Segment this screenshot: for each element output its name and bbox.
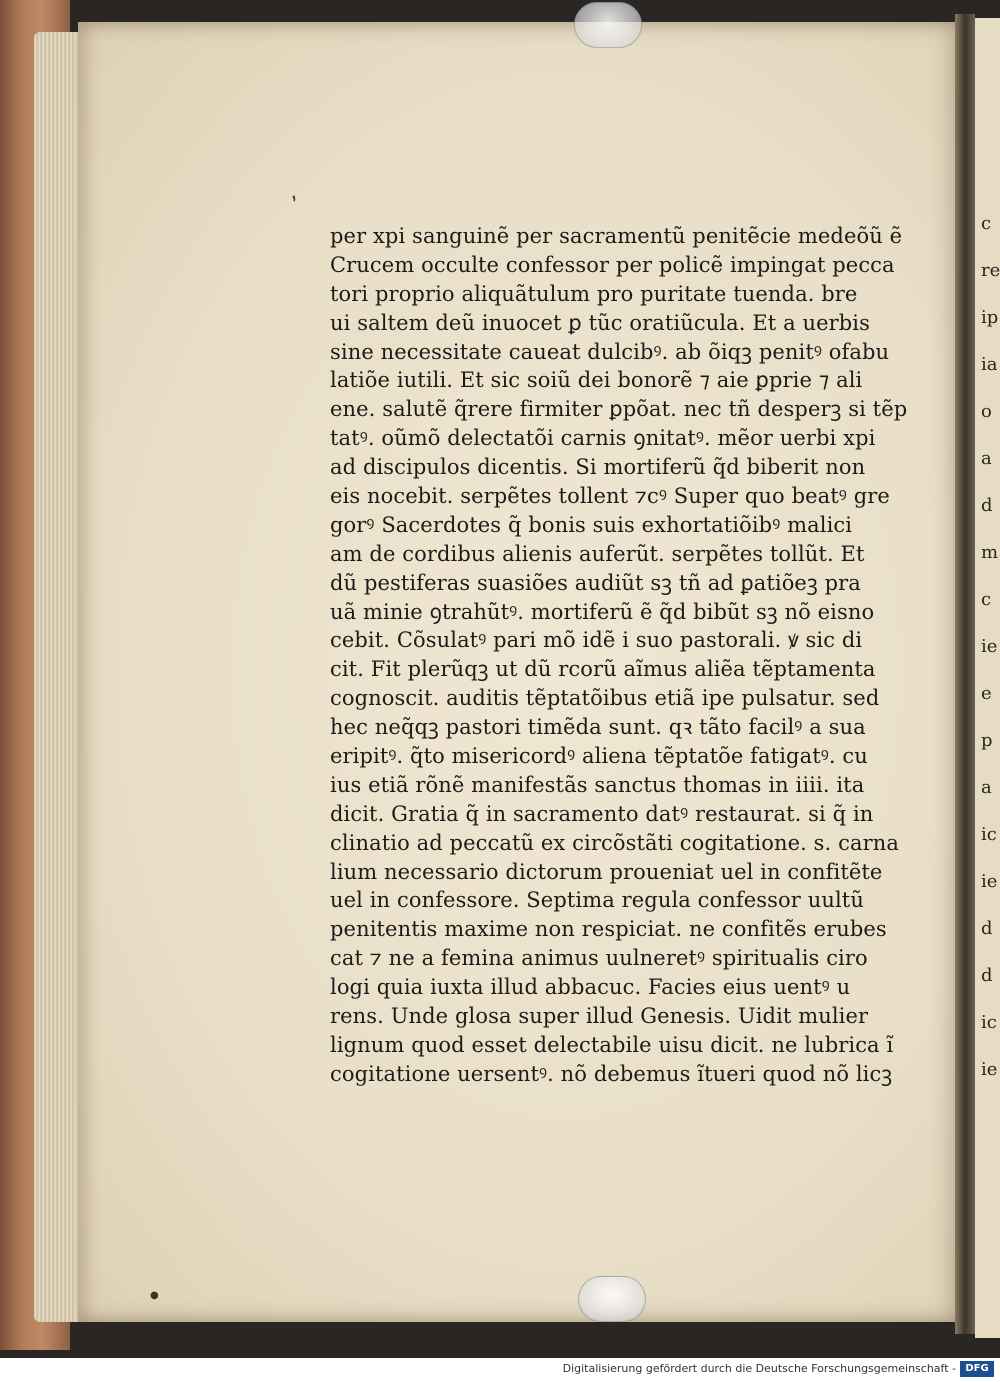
facing-page-glyph: ie (981, 636, 998, 657)
facing-page-glyph: ic (981, 1012, 997, 1033)
facing-page-glyph: c (981, 589, 992, 610)
text-line: logi quia iuxta illud abbacuc. Facies eius uentꝰ u (330, 975, 851, 1000)
text-line: clinatio ad peccatũ ex circõstãti cogitatione. s. carna (330, 830, 899, 855)
text-line: tori proprio aliquãtulum pro puritate tuenda. bre (330, 281, 858, 306)
text-line: lium necessario dictorum proueniat uel in confitẽte (330, 859, 883, 884)
text-line: cebit. Cõsulatꝰ pari mõ idẽ i suo pastorali. ꝟ sic di (330, 628, 863, 653)
text-line: sine necessitate caueat dulcibꝰ. ab õiqꝫ penitꝰ ofabu (330, 339, 890, 364)
text-line: uã minie ꝯtrahũtꝰ. mortiferũ ẽ q̃d bibũt sꝫ nõ eisno (330, 599, 875, 624)
text-line: hec neq̃qꝫ pastori timẽda sunt. qꝛ tãto facilꝰ a sua (330, 715, 866, 740)
text-line: tatꝰ. oũmõ delectatõi carnis ꝯnitatꝰ. mẽor uerbi xpi (330, 426, 876, 451)
stray-mark: ’ (288, 191, 307, 218)
facing-page-glyph: d (981, 918, 993, 939)
text-line: rens. Unde glosa super illud Genesis. Uidit mulier (330, 1004, 869, 1029)
facing-page-glyphs (981, 200, 1000, 1093)
facing-page-glyph: m (981, 542, 999, 563)
text-line: eripitꝰ. q̃to misericordꝰ aliena tẽptatõe fatigatꝰ. cu (330, 744, 868, 769)
text-line: ad discipulos dicentis. Si mortiferũ q̃d biberit non (330, 455, 866, 480)
facing-page-glyph: e (981, 683, 992, 704)
facing-page-glyph: d (981, 495, 993, 516)
page-clip-bottom (578, 1276, 646, 1322)
text-line: dũ pestiferas suasiões audiũt sꝫ tñ ad ꝑatiõeꝫ pra (330, 570, 861, 595)
page-leaf-edges (34, 32, 84, 1322)
digitization-footer (0, 1358, 1000, 1382)
text-line: cit. Fit plerũqꝫ ut dũ rcorũ aĩmus aliẽa tẽptamenta (330, 657, 876, 682)
text-line: dicit. Gratia q̃ in sacramento datꝰ restaurat. si q̃ in (330, 801, 874, 826)
incunable-text-block (330, 222, 910, 1089)
facing-page-glyph: a (981, 448, 992, 469)
text-line: ene. salutẽ q̃rere firmiter ꝑpõat. nec tñ desperꝫ si tẽp (330, 397, 908, 422)
text-line: latiõe iutili. Et sic soiũ dei bonorẽ ⁊ aie ꝑprie ⁊ ali (330, 368, 863, 393)
text-line: gorꝰ Sacerdotes q̃ bonis suis exhortatiõibꝰ malici (330, 512, 853, 537)
footer-credit: Digitalisierung gefördert durch die Deutsche Forschungsgemeinschaft - (562, 1362, 956, 1375)
text-line: cat ⁊ ne a femina animus uulneretꝰ spiritualis ciro (330, 946, 868, 971)
text-line: eis nocebit. serpẽtes tollent ⁊cꝰ Super quo beatꝰ gre (330, 484, 890, 509)
book-gutter (955, 14, 975, 1334)
text-line: cogitatione uersentꝰ. nõ debemus ĩtueri quod nõ licꝫ (330, 1061, 893, 1086)
text-line: per xpi sanguinẽ per sacramentũ penitẽcie medeõũ ẽ (330, 224, 903, 248)
text-line: am de cordibus alienis auferũt. serpẽtes tollũt. Et (330, 541, 865, 566)
facing-page-glyph: p (981, 730, 993, 751)
text-line: penitentis maxime non respiciat. ne confitẽs erubes (330, 917, 887, 942)
facing-page-glyph: d (981, 965, 993, 986)
facing-page-glyph: ie (981, 1059, 998, 1080)
text-line: lignum quod esset delectabile uisu dicit. ne lubrica ĩ (330, 1032, 894, 1057)
facing-page-glyph: o (981, 401, 992, 422)
dfg-logo-icon: DFG (960, 1361, 994, 1377)
text-line: cognoscit. auditis tẽptatõibus etiã ipe pulsatur. sed (330, 686, 880, 711)
facing-page-glyph: ic (981, 824, 997, 845)
facing-page-glyph: a (981, 777, 992, 798)
facing-page-glyph: c (981, 213, 992, 234)
page-clip-top (574, 2, 642, 48)
text-line: ui saltem deũ inuocet ꝑ tũc oratiũcula. Et a uerbis (330, 310, 870, 335)
facing-page-glyph: ie (981, 871, 998, 892)
text-line: ius etiã rõnẽ manifestãs sanctus thomas in iiii. ita (330, 772, 865, 797)
text-line: Crucem occulte confessor per policẽ impingat pecca (330, 252, 895, 277)
facing-page-glyph: ia (981, 354, 998, 375)
facing-page-glyph: re (981, 260, 1000, 281)
stray-dot: ● (150, 1290, 159, 1301)
text-line: uel in confessore. Septima regula confessor uultũ (330, 888, 864, 913)
facing-page-glyph: ip (981, 307, 999, 328)
